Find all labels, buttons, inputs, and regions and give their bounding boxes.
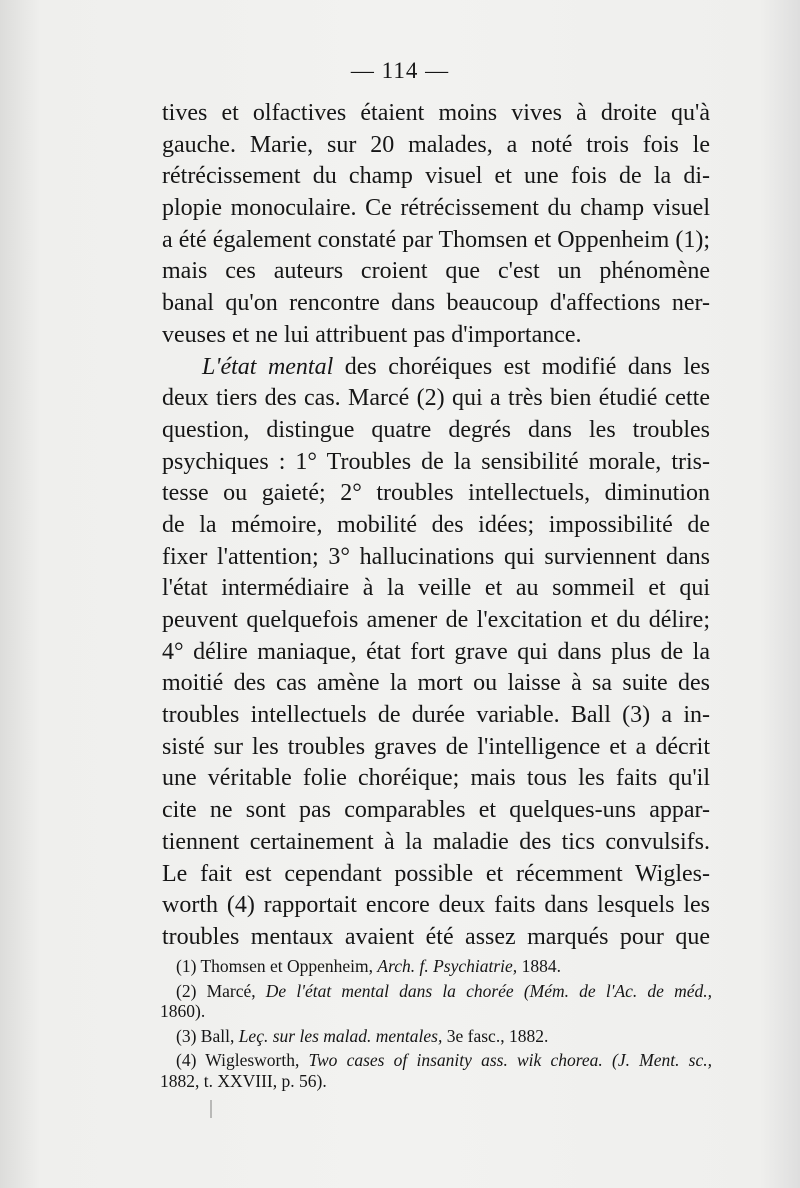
text-line: rétrécissement du champ visuel et une fois de la di- [162,163,710,190]
text-line: cite ne sont pas comparables et quelques-uns appar- [162,797,710,824]
text-line: une véritable folie choréique; mais tous les faits qu'il [162,765,710,792]
text-line: banal qu'on rencontre dans beaucoup d'affections ner- [162,290,710,317]
text-line: gauche. Marie, sur 20 malades, a noté trois fois le [162,131,710,158]
footnote-4 [160,1050,712,1071]
text-line: tesse ou gaieté; 2° troubles intellectuels, diminution [162,480,710,507]
footnote-italic: De l'état mental dans la chorée (Mém. de l'Ac. de méd., [265,980,712,1001]
text-line: plopie monoculaire. Ce rétrécissement du champ visuel [162,195,710,222]
footnote-1 [160,956,712,977]
text-line: Le fait est cependant possible et récemment Wigles- [162,860,710,887]
paragraph-start-rest: des choréiques est modifié dans les [333,353,710,380]
footnote-text: Marcé, [206,980,266,1001]
footnote-number: (3) [176,1025,197,1046]
footnote-italic: Leç. sur les malad. mentales, [238,1025,443,1046]
text-line: veuses et ne lui attribuent pas d'importance. [162,321,582,348]
text-line: deux tiers des cas. Marcé (2) qui a très bien étudié cette [162,385,710,412]
text-line: mais ces auteurs croient que c'est un phénomène [162,258,710,285]
footnote-text: Ball, [200,1025,239,1046]
text-line: peuvent quelquefois amener de l'excitation et du délire; [162,607,710,633]
footnote-text: Wiglesworth, [205,1050,309,1070]
text-line: psychiques : 1° Troubles de la sensibilité morale, tris- [162,448,710,475]
footnote-number: (1) [176,956,197,976]
text-line: de la mémoire, mobilité des idées; impossibilité de [162,511,710,538]
text-line: troubles mentaux avaient été assez marqués pour que [162,923,710,950]
footnote-2-continued: 1860). [160,1001,206,1021]
text-line: l'état intermédiaire à la veille et au sommeil et qui [162,575,710,602]
footnote-2 [160,981,712,1002]
text-line: 4° délire maniaque, état fort grave qui dans plus de la [162,638,710,665]
text-line: a été également constaté par Thomsen et Oppenheim (1); [162,226,710,253]
footnote-tail: 1884. [517,956,561,976]
text-line: question, distingue quatre degrés dans les troubles [162,416,710,443]
footnote-text: Thomsen et Oppenheim, [200,956,378,976]
scan-mark [210,1100,212,1118]
text-line: tives et olfactives étaient moins vives à droite qu'à [162,100,710,126]
italic-term: L'état mental [202,353,334,380]
footnote-number: (4) [176,1050,197,1070]
footnotes [160,956,712,1091]
footnote-4-continued: 1882, t. XXVIII, p. 56). [160,1070,327,1091]
text-line: worth (4) rapportait encore deux faits dans lesquels les [162,892,710,919]
text-line: fixer l'attention; 3° hallucinations qui surviennent dans [162,543,710,570]
footnote-number: (2) [176,980,197,1001]
footnote-tail: 3e fasc., 1882. [442,1025,549,1046]
text-line: troubles intellectuels de durée variable. Ball (3) a in- [162,702,710,729]
footnote-italic: Arch. f. Psychiatrie, [377,956,518,976]
paragraph-start-line [162,352,710,384]
body-text [162,98,710,954]
footnote-italic: Two cases of insanity ass. wik chorea. (J. Ment. sc., [308,1050,712,1070]
text-line: sisté sur les troubles graves de l'intelligence et a décrit [162,733,710,760]
text-line: tiennent certainement à la maladie des tics convulsifs. [162,828,710,855]
page-number: — 114 — [350,58,450,83]
text-line: moitié des cas amène la mort ou laisse à sa suite des [162,670,710,697]
footnote-3 [160,1026,712,1047]
